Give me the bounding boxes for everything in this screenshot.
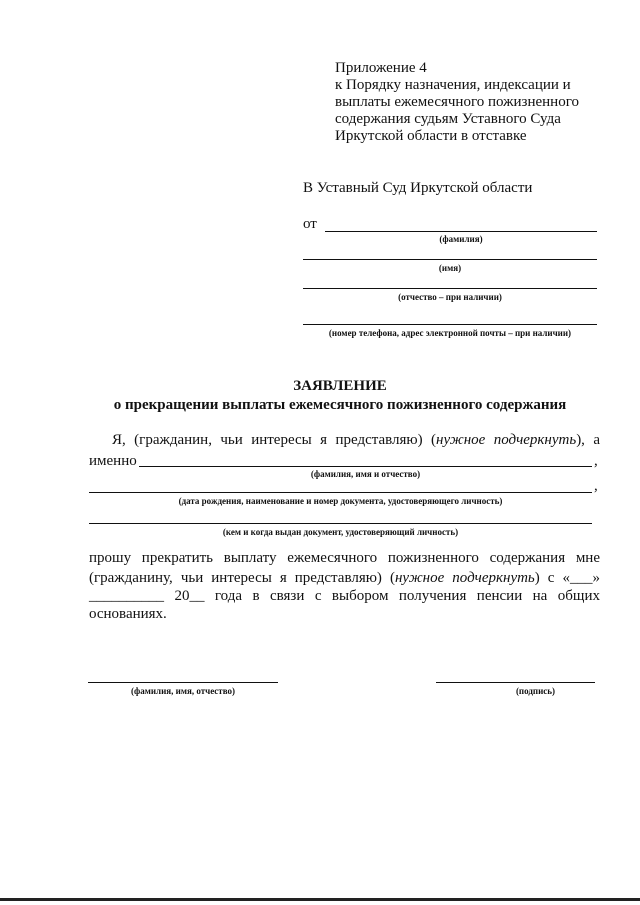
fio-field[interactable]	[139, 466, 592, 467]
issued-caption: (кем и когда выдан документ, удостоверяющий личность)	[222, 527, 459, 537]
appendix-line: содержания судьям Уставного Суда	[335, 111, 561, 127]
document-caption: (дата рождения, наименование и номер документа, удостоверяющего личность)	[178, 496, 503, 506]
patronymic-caption: (отчество – при наличии)	[398, 292, 502, 302]
request-line: __________ 20__ года в связи с выбором получения пенсии на общих	[89, 588, 600, 604]
issued-field[interactable]	[89, 523, 592, 524]
contacts-caption: (номер телефона, адрес электронной почты – при наличии)	[328, 328, 572, 338]
document-comma: ,	[594, 478, 598, 494]
fio-comma: ,	[594, 453, 598, 469]
request-line: прошу прекратить выплату ежемесячного пожизненного содержания мне	[89, 550, 600, 566]
request-line	[89, 570, 600, 587]
patronymic-field[interactable]	[303, 288, 597, 289]
appendix-line: к Порядку назначения, индексации и	[335, 77, 571, 93]
document-subtitle: о прекращении выплаты ежемесячного пожизненного содержания	[113, 397, 567, 413]
surname-caption: (фамилия)	[439, 234, 483, 244]
signer-fio-field[interactable]	[88, 682, 278, 683]
addressee-to: В Уставный Суд Иркутской области	[303, 180, 533, 196]
appendix-line: Приложение 4	[335, 60, 427, 76]
appendix-line: выплаты ежемесячного пожизненного	[335, 94, 579, 110]
from-label: от	[303, 216, 317, 232]
name-caption: (имя)	[438, 263, 462, 273]
intro-line	[112, 432, 600, 449]
fio-caption: (фамилия, имя и отчество)	[310, 469, 421, 479]
contacts-field[interactable]	[303, 324, 597, 325]
request-suffix: ) с «___»	[534, 570, 600, 586]
request-prefix: (гражданину, чьи интересы я представляю) (	[89, 570, 395, 586]
intro-prefix: Я, (гражданин, чьи интересы я представляю) (	[112, 432, 437, 448]
intro-italic: нужное подчеркнуть	[436, 432, 577, 448]
page-bottom-edge	[0, 898, 640, 901]
signature-caption: (подпись)	[515, 686, 556, 696]
appendix-block	[335, 60, 579, 145]
namely-label: именно	[89, 453, 137, 469]
intro-suffix: ), а	[576, 432, 601, 448]
document-title: ЗАЯВЛЕНИЕ	[293, 378, 387, 394]
request-italic: нужное подчеркнуть	[394, 570, 535, 586]
document-field[interactable]	[89, 492, 592, 493]
signer-fio-caption: (фамилия, имя, отчество)	[130, 686, 236, 696]
name-field[interactable]	[303, 259, 597, 260]
appendix-line: Иркутской области в отставке	[335, 128, 527, 144]
request-line: основаниях.	[89, 606, 167, 622]
surname-field[interactable]	[325, 231, 597, 232]
signature-field[interactable]	[436, 682, 595, 683]
